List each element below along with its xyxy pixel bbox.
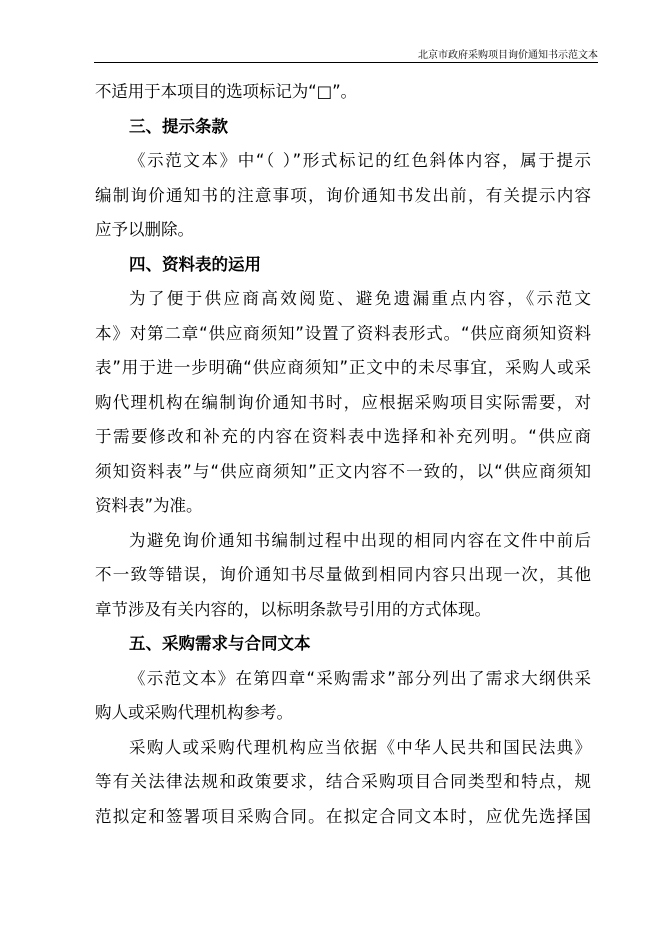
paragraph-line <box>95 386 595 421</box>
paragraph-line <box>95 731 595 766</box>
paragraph-line <box>95 317 595 352</box>
paragraph-line-text: 范拟定和签署项目采购合同。在拟定合同文本时，应优先选择国 <box>95 806 593 826</box>
paragraph-line <box>95 696 595 731</box>
paragraph-line-text: 本》对第二章“供应商须知”设置了资料表形式。“供应商须知资料 <box>95 323 592 343</box>
section-heading <box>95 248 595 283</box>
paragraph-line-text: 《示范文本》中“（ ）”形式标记的红色斜体内容，属于提示 <box>129 151 593 170</box>
paragraph-line-text: 不适用于本项目的选项标记为“□”。 <box>95 82 357 101</box>
paragraph-line-text: 于需要修改和补充的内容在资料表中选择和补充列明。“供应商 <box>95 427 593 446</box>
paragraph-line <box>95 455 595 490</box>
paragraph-line <box>95 800 595 835</box>
section-heading <box>95 627 595 662</box>
paragraph-line <box>95 144 595 179</box>
paragraph-line <box>95 593 595 628</box>
paragraph-line-text: 须知资料表”与“供应商须知”正文内容不一致的，以“供应商须知 <box>95 461 593 481</box>
paragraph-line <box>95 558 595 593</box>
paragraph-line <box>95 489 595 524</box>
paragraph-line-text: 章节涉及有关内容的，以标明条款号引用的方式体现。 <box>95 599 491 619</box>
running-header-title: 北京市政府采购项目询价通知书示范文本 <box>418 50 598 61</box>
paragraph-line <box>95 75 595 110</box>
document-body <box>95 75 595 834</box>
section-heading-text: 五、采购需求与合同文本 <box>129 634 311 653</box>
paragraph-line-text: 应予以删除。 <box>95 220 194 239</box>
paragraph-line-text: 资料表”为准。 <box>95 496 203 515</box>
paragraph-line-text: 不一致等错误，询价通知书尽量做到相同内容只出现一次，其他 <box>95 565 593 584</box>
paragraph-line-text: 为避免询价通知书编制过程中出现的相同内容在文件中前后 <box>129 530 593 550</box>
paragraph-line <box>95 765 595 800</box>
section-heading <box>95 110 595 145</box>
paragraph-line <box>95 524 595 559</box>
paragraph-line-text: 购代理机构在编制询价通知书时，应根据采购项目实际需要，对 <box>95 392 593 412</box>
paragraph-line-text: 购人或采购代理机构参考。 <box>95 703 293 722</box>
paragraph-line <box>95 351 595 386</box>
paragraph-line <box>95 282 595 317</box>
paragraph-line <box>95 420 595 455</box>
paragraph-line <box>95 213 595 248</box>
paragraph-line-text: 为了便于供应商高效阅览、避免遗漏重点内容，《示范文 <box>129 289 594 308</box>
paragraph-line-text: 编制询价通知书的注意事项，询价通知书发出前，有关提示内容 <box>95 185 593 205</box>
paragraph-line-text: 采购人或采购代理机构应当依据《中华人民共和国民法典》 <box>129 737 593 757</box>
header-rule <box>94 62 598 63</box>
paragraph-line-text: 表”用于进一步明确“供应商须知”正文中的未尽事宜，采购人或采 <box>95 358 592 377</box>
section-heading-text: 三、提示条款 <box>129 116 228 136</box>
paragraph-line <box>95 662 595 697</box>
paragraph-line-text: 等有关法律法规和政策要求，结合采购项目合同类型和特点，规 <box>95 772 593 791</box>
paragraph-line <box>95 179 595 214</box>
paragraph-line-text: 《示范文本》在第四章“采购需求”部分列出了需求大纲供采 <box>129 668 593 688</box>
section-heading-text: 四、资料表的运用 <box>129 254 261 274</box>
